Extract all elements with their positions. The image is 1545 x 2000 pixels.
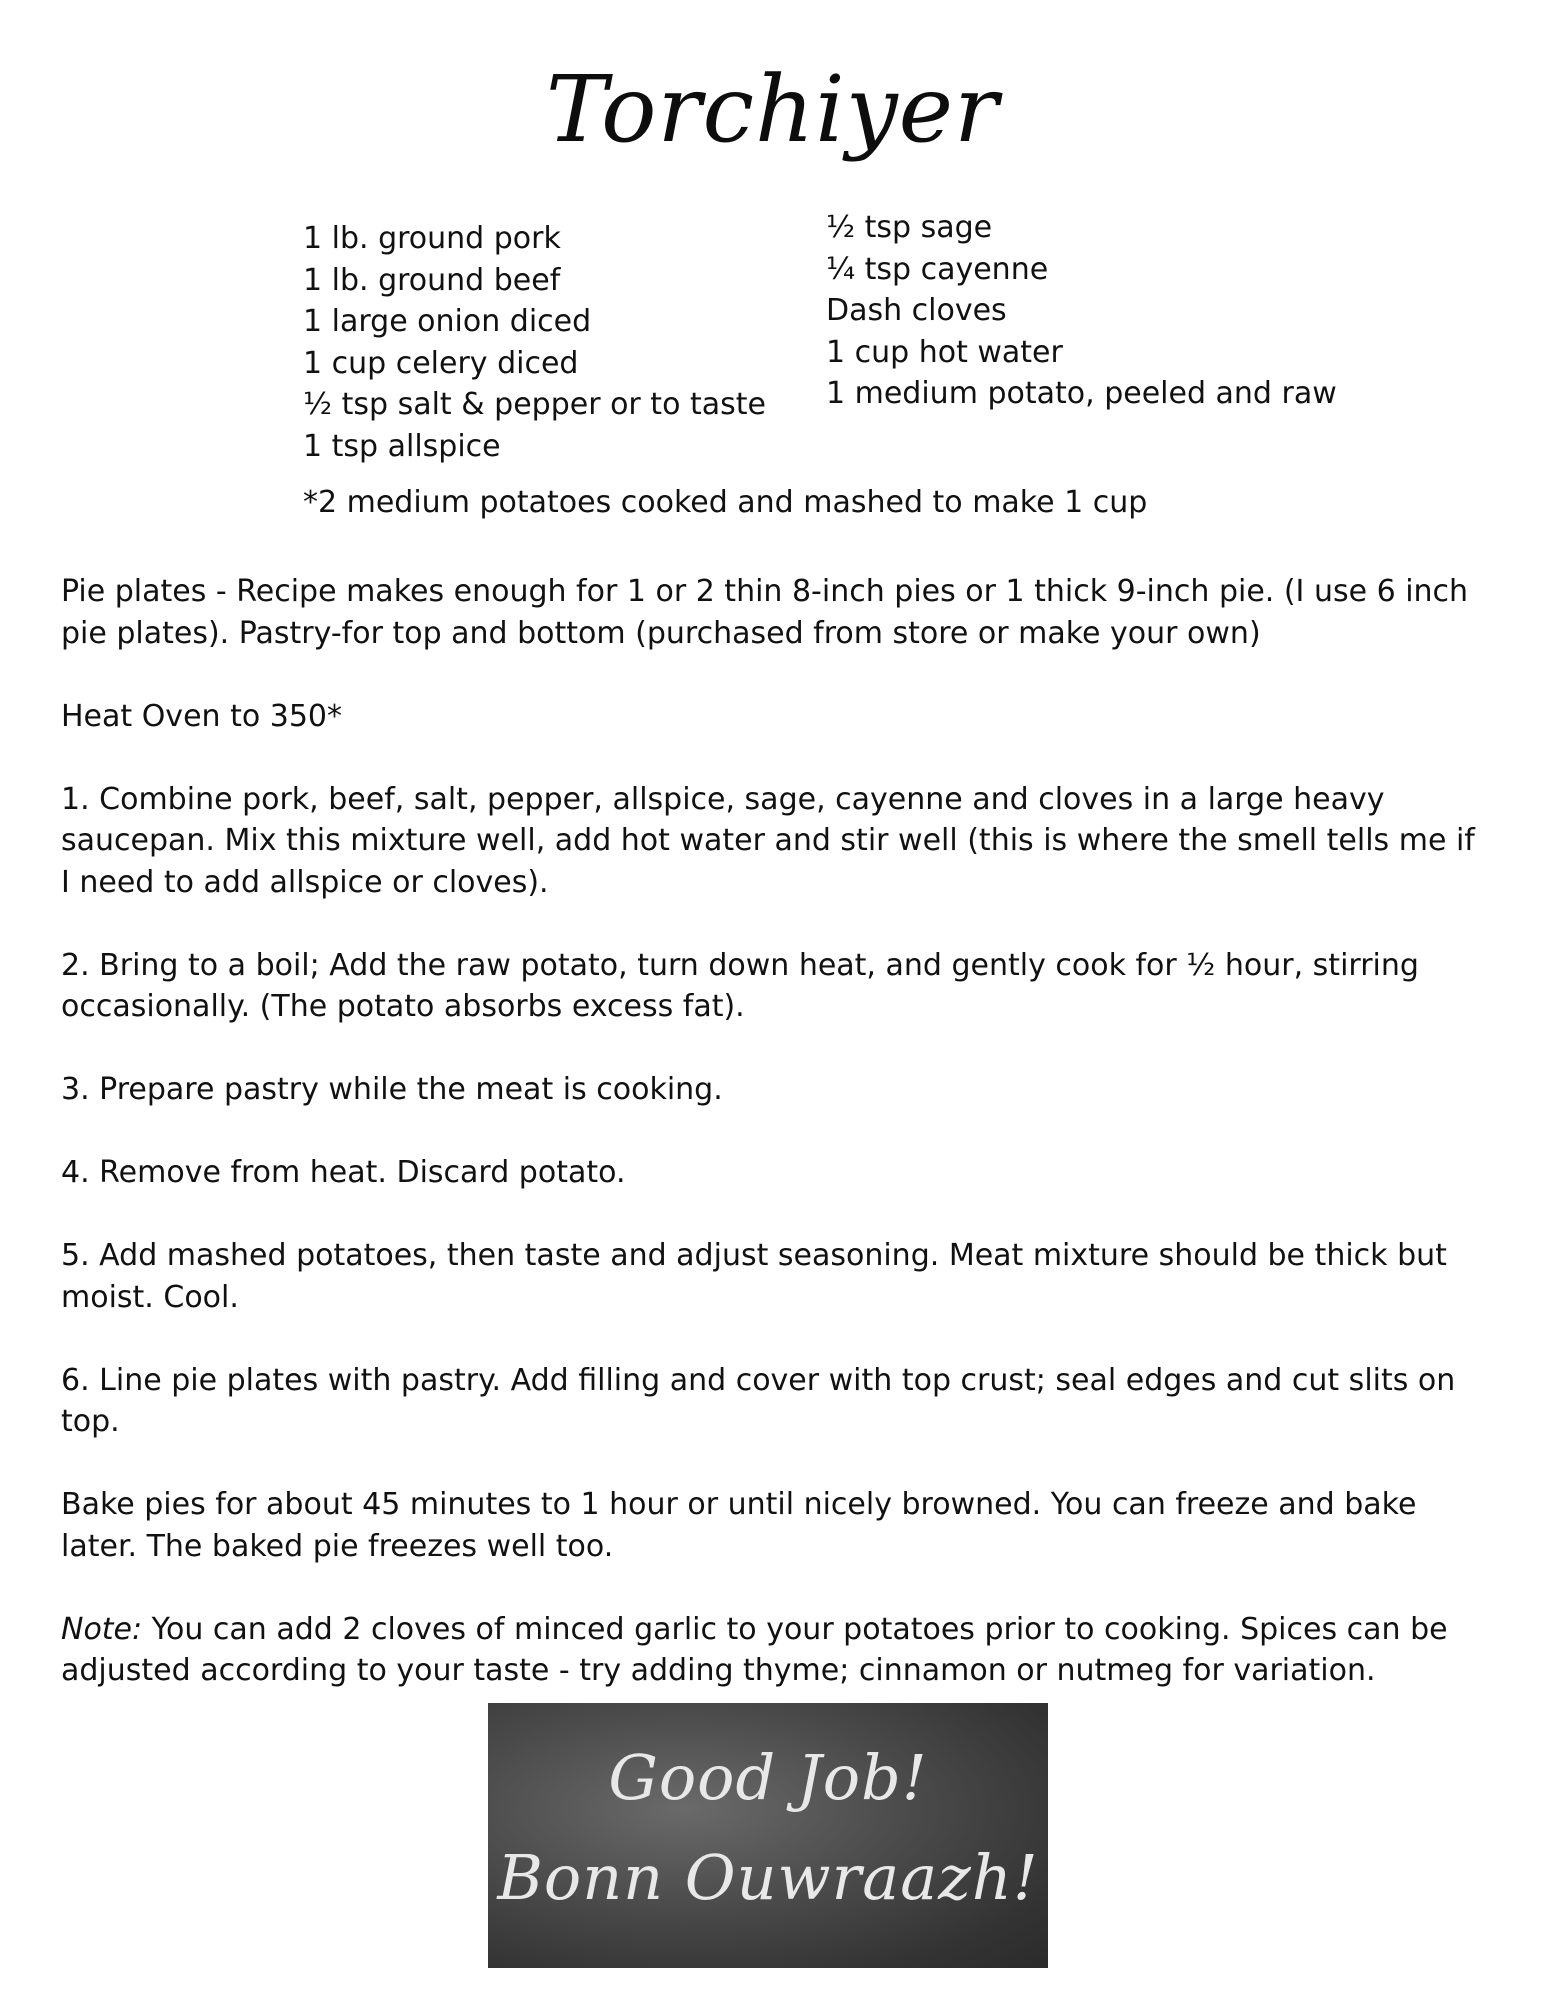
ingredient-item: 1 tsp allspice: [303, 428, 501, 464]
pie-plates-paragraph: Pie plates - Recipe makes enough for 1 or 2 thin 8-inch pies or 1 thick 9-inch pie. (I use 6 inch pie plates). Pastry-for top and bottom (purchased from store or make your own): [61, 574, 1469, 651]
chalkboard-line-1: Good Job!: [608, 1741, 928, 1814]
note-paragraph: [61, 1609, 1481, 1692]
chalkboard-banner: [488, 1703, 1048, 1968]
ingredient-item: Dash cloves: [826, 293, 1007, 328]
ingredient-item: 1 cup celery diced: [303, 345, 579, 381]
recipe-instructions: [61, 571, 1481, 1733]
ingredient-item: ½ tsp salt & pepper or to taste: [303, 387, 766, 422]
ingredient-note: *2 medium potatoes cooked and mashed to make 1 cup: [303, 485, 1148, 520]
note-label: Note:: [61, 1611, 143, 1647]
bake-paragraph: Bake pies for about 45 minutes to 1 hour or until nicely browned. You can freeze and bake later. The baked pie freezes well too.: [61, 1487, 1417, 1564]
ingredients-right-column: [826, 207, 1386, 415]
step-paragraph: 5. Add mashed potatoes, then taste and adjust seasoning. Meat mixture should be thick but moist. Cool.: [61, 1238, 1447, 1315]
ingredient-item: 1 cup hot water: [826, 334, 1063, 370]
note-text: You can add 2 cloves of minced garlic to your potatoes prior to cooking. Spices can be adjusted according to your taste - try adding thyme; cinnamon or nutmeg for variation.: [61, 1611, 1448, 1688]
heat-oven-paragraph: Heat Oven to 350*: [61, 698, 342, 734]
step-paragraph: 2. Bring to a boil; Add the raw potato, turn down heat, and gently cook for ½ hour, stirring occasionally. (The potato absorbs excess fat).: [61, 947, 1419, 1024]
step-paragraph: 1. Combine pork, beef, salt, pepper, allspice, sage, cayenne and cloves in a large heavy saucepan. Mix this mixture well, add hot water and stir well (this is where the smell tells me if I need to add allspice or cloves).: [61, 781, 1475, 900]
ingredient-item: 1 large onion diced: [303, 304, 592, 339]
chalkboard-line-2: Bonn Ouwraazh!: [497, 1841, 1039, 1914]
step-paragraph: 4. Remove from heat. Discard potato.: [61, 1155, 626, 1190]
ingredient-item: 1 medium potato, peeled and raw: [826, 376, 1337, 411]
ingredient-item: ½ tsp sage: [826, 210, 993, 245]
ingredient-item: 1 lb. ground beef: [303, 262, 561, 298]
step-paragraph: 6. Line pie plates with pastry. Add filling and cover with top crust; seal edges and cut slits on top.: [61, 1362, 1456, 1439]
step-paragraph: 3. Prepare pastry while the meat is cooking.: [61, 1072, 723, 1107]
ingredients-left-column: [303, 218, 823, 467]
ingredient-item: ¼ tsp cayenne: [826, 251, 1049, 287]
ingredient-item: 1 lb. ground pork: [303, 221, 561, 256]
recipe-title: Torchiyer: [545, 56, 1000, 163]
